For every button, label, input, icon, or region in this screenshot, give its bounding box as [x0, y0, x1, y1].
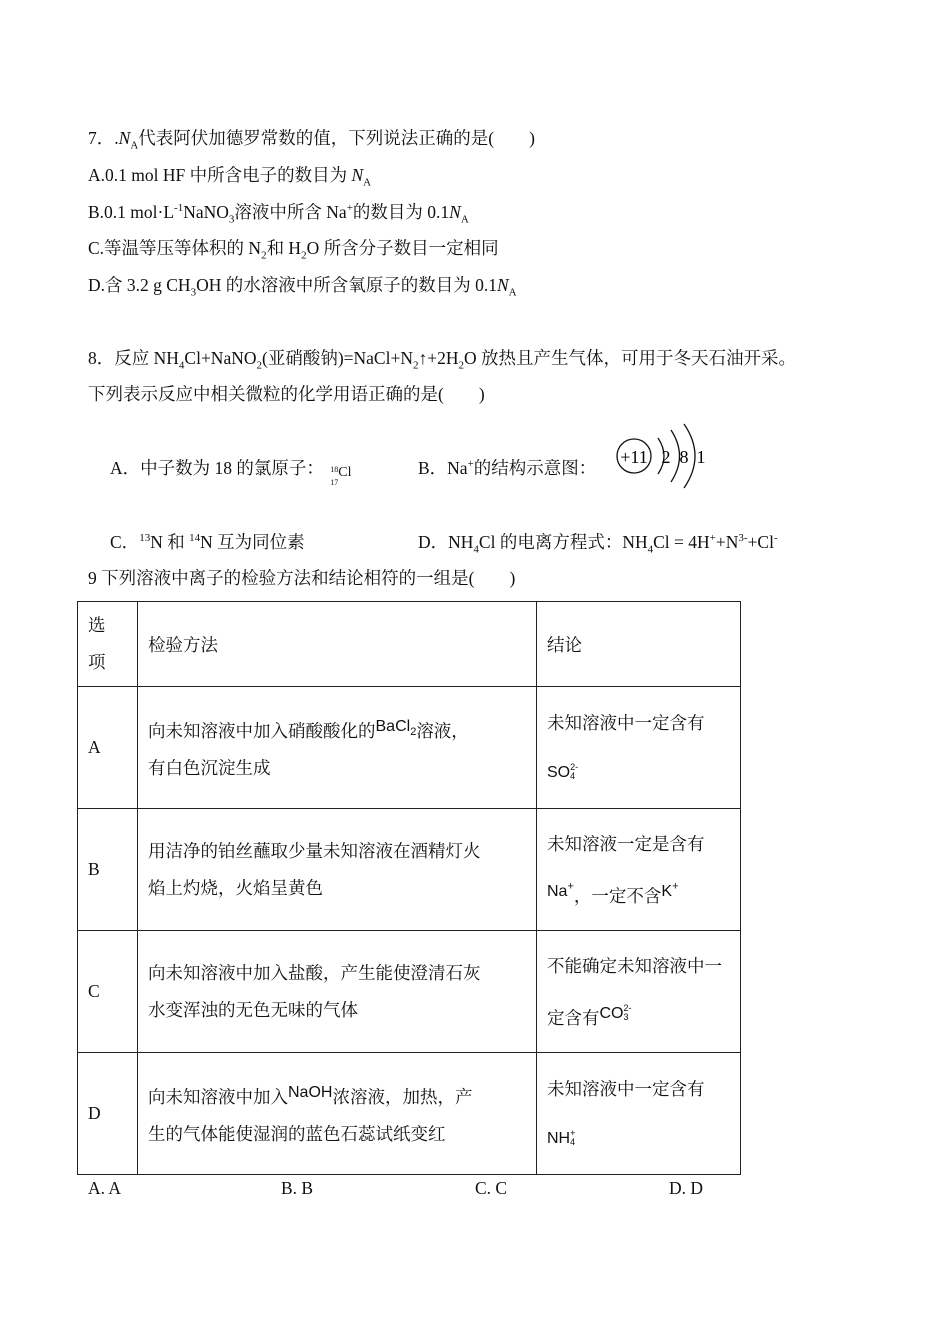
shell-3-electrons: 1 [696, 447, 706, 467]
row-conclusion: 未知溶液中一定含有 NH+ 4 [537, 1053, 741, 1175]
table-header-row [78, 602, 741, 687]
row-conclusion: 未知溶液中一定含有 SO2- 4 [537, 687, 741, 809]
header-option: 选 项 [78, 602, 138, 687]
q8-stem-line2: 下列表示反应中相关微粒的化学用语正确的是( ) [88, 384, 485, 404]
sodium-ion-structure-diagram [608, 418, 718, 498]
nucleus-charge: +11 [620, 447, 648, 467]
q7-option-d: D.含 3.2 g $CH_3OH$ 的水溶液中所含氧原子的数目为 $0.1N_A$ [88, 275, 517, 299]
row-method: 用洁净的铂丝蘸取少量未知溶液在酒精灯火 焰上灼烧，火焰呈黄色 [138, 809, 537, 931]
row-option: B [78, 809, 138, 931]
q7-stem: 7．$.N_A$代表阿伏加德罗常数的值，下列说法正确的是( ) [88, 128, 535, 152]
answer-a[interactable]: A. A [88, 1178, 122, 1198]
row-option: C [78, 931, 138, 1053]
row-method: 向未知溶液中加入硝酸酸化的BaCl$_2$溶液， 有白色沉淀生成 [138, 687, 537, 809]
answer-c[interactable]: C. C [475, 1178, 508, 1198]
header-conclusion: 结论 [537, 602, 741, 687]
row-conclusion: 不能确定未知溶液中一 定含有CO2- 3 [537, 931, 741, 1053]
table-row [78, 687, 741, 809]
electron-shell-2 [671, 430, 680, 482]
shell-2-electrons: 8 [679, 447, 689, 467]
q8-option-b: B．Na+的结构示意图： [418, 458, 597, 478]
row-option: A [78, 687, 138, 809]
row-conclusion: 未知溶液一定是含有 Na+，一定不含K+ [537, 809, 741, 931]
answer-b[interactable]: B. B [281, 1178, 314, 1198]
table-row [78, 931, 741, 1053]
row-option: D [78, 1053, 138, 1175]
shell-1-electrons: 2 [661, 447, 671, 467]
row-method: 向未知溶液中加入NaOH浓溶液，加热，产 生的气体能使湿润的蓝色石蕊试纸变红 [138, 1053, 537, 1175]
answer-d[interactable]: D. D [669, 1178, 704, 1198]
q7-option-a: A.0.1 mol HF 中所含电子的数目为 $N_A$ [88, 165, 372, 189]
row-method: 向未知溶液中加入盐酸，产生能使澄清石灰 水变浑浊的无色无味的气体 [138, 931, 537, 1053]
table-row [78, 1053, 741, 1175]
q8-option-c: C．$^{13}$N 和 $^{14}$N 互为同位素 [110, 532, 305, 552]
q8-option-d: D．$NH_4Cl$ 的电离方程式：$NH_4Cl = 4H^++N^{3-}+Cl^-$ [418, 532, 778, 556]
header-method: 检验方法 [138, 602, 537, 687]
q7-option-b: B.0.1 $mol\cdot L^{-1}NaNO_3$溶液中所含 Na+的数目为 $0.1N_A$ [88, 202, 469, 226]
table-row [78, 809, 741, 931]
q8-stem-line1: 8．反应 $NH_4Cl+NaNO_2$(亚硝酸钠)$=NaCl+N_2↑+2H_2O$ 放热且产生气体，可用于冬天石油开采。 [88, 348, 797, 372]
q9-table [77, 601, 741, 1175]
q9-stem: 9 下列溶液中离子的检验方法和结论相符的一组是( ) [88, 568, 516, 588]
chlorine-nuclide-symbol: 18 17 Cl [330, 464, 352, 487]
q8-option-a: A．中子数为 18 的氯原子： 18 17 Cl [110, 456, 358, 482]
q7-option-c: C.等温等压等体积的 $N_2$和 $H_2O$ 所含分子数目一定相同 [88, 238, 499, 262]
